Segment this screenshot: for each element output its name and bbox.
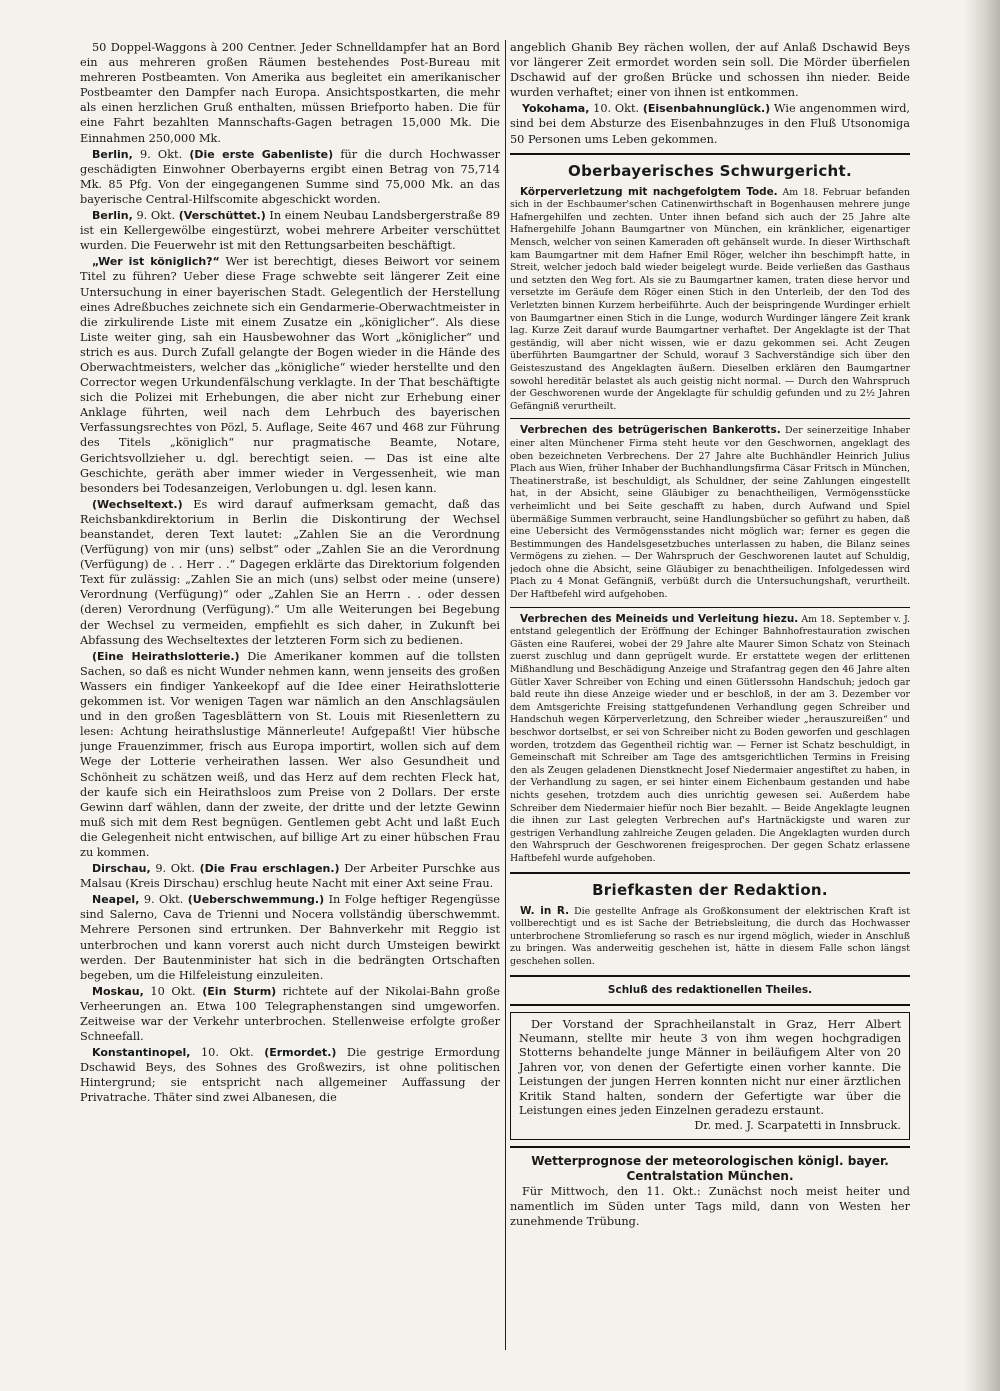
section-rule	[510, 975, 910, 977]
advert-text: Der Vorstand der Sprachheilanstalt in Graz, Herr Albert Neumann, stellte mir heute 3 von ihm wegen hochgradigen Stotterns behandelte junge Männer in beiläufigem Alter von 20 Jahren vor, von denen der Gefertigte einen vorher kannte. Die Leistungen der jungen Herren konnten nicht nur einer ärztlichen Kritik Stand halten, sondern der Gefertigte war über die Leistungen eines jeden Einzelnen geradezu erstaunt.	[519, 1017, 901, 1118]
editorial-end-label: Schluß des redaktionellen Theiles.	[607, 983, 813, 996]
royal-title-article: „Wer ist königlich?“ Wer ist berechtigt, dieses Beiwort vor seinem Titel zu führen? Ueber diese Frage schwebte seit längerer Zeit eine Untersuchung in einer bayerischen Stadt. Gelegentlich der Herstellung eines Adreßbuches zeichnete sich ein Gendarmerie-Oberwachtmeister in die zirkulirende Liste mit einem Zusatze ein „königlicher“. Als diese Liste weiter ging, sah ein Hausbewohner das Wort „königlicher“ und strich es aus. Durch Zufall gelangte der Bogen wieder in die Hände des Oberwachtmeisters, welcher das „königliche“ wieder herstellte und den Corrector wegen Urkundenfälschung verklagte. In der That beschäftigte sich die Polizei mit Erhebungen, die aber nicht zur Erhebung einer Anklage führten, weil nach dem Lehrbuch des bayerischen Verfassungsrechtes von Pözl, 5. Auflage, Seite 467 und 468 zur Führung des Titels „königlich“ nur pragmatische Beamte, Notare, Gerichtsvollzieher u. dgl. berechtigt seien. — Das ist eine alte Geschichte, geräth aber immer wieder in Vergessenheit, wie man besonders bei Todesanzeigen, Verlobungen u. dgl. lesen kann.	[80, 255, 500, 495]
weather-forecast: Für Mittwoch, den 11. Okt.: Zunächst noch meist heiter und namentlich im Süden unter Tags mild, dann von Westen her zunehmende Trübung.	[510, 1184, 910, 1229]
constantinople-article: Konstantinopel, 10. Okt. (Ermordet.) Die gestrige Ermordung Dschawid Beys, des Sohnes des Großwezirs, ist ohne politischen Hintergrund; sie entspricht nach allgemeiner Auffassung der Privatrache. Thäter sind zwei Albanesen, die	[80, 1046, 500, 1105]
letterbox-heading: Briefkasten der Redaktion.	[592, 880, 828, 899]
berlin-collapse-article: Berlin, 9. Okt. (Verschüttet.) In einem Neubau Landsbergerstraße 89 ist ein Kellergewölbe eingestürzt, wobei mehrere Arbeiter verschüttet wurden. Die Feuerwehr ist mit den Rettungsarbeiten beschäftigt.	[80, 209, 500, 253]
weather-title: Wetterprognose der meteorologischen königl. bayer. Centralstation München.	[531, 1153, 889, 1183]
case-rule	[510, 607, 910, 608]
jury-court-section	[510, 186, 910, 866]
jury-court-heading: Oberbayerisches Schwurgericht.	[568, 161, 852, 180]
marriage-lottery-article: (Eine Heirathslotterie.) Die Amerikaner kommen auf die tollsten Sachen, so daß es nicht Wunder nehmen kann, wenn jenseits des großen Wassers ein findiger Yankeekopf auf die Idee einer Heirathslotterie gekommen ist. Vor wenigen Tagen war nämlich an den Anschlagsäulen und in den großen Tagesblättern von St. Louis mit Riesenlettern zu lesen: Achtung heirathslustige Männerleute! Aufgepaßt! Vier hübsche junge Frauenzimmer, frisch aus Europa importirt, wollen sich auf dem Wege der Lotterie verheirathen lassen. Wer also Gesundheit und Schönheit zu schätzen weiß, und das Herz auf dem rechten Fleck hat, der kaufe sich ein Heirathsloos zum Preise von 2 Dollars. Der erste Gewinn darf wählen, dann der zweite, der dritte und der letzte Gewinn muß sich mit dem Rest begnügen. Gentlemen gebt Acht und laßt Euch die Gelegenheit nicht entwischen, auf billige Art zu einer hübschen Frau zu kommen.	[80, 649, 500, 859]
letterbox-reply: W. in R. Die gestellte Anfrage als Großkonsument der elektrischen Kraft ist vollberechtigt und es ist Sache der Betriebsleitung, die durch das Hochwasser unterbrochene Stromlieferung so rasch es nur irgend möglich, wieder in Anschluß zu bringen. Was anderweitig geschehen ist, hätte in diesem Falle schon längst geschehen sollen.	[510, 904, 910, 967]
berlin-donations-article: Berlin, 9. Okt. (Die erste Gabenliste) für die durch Hochwasser geschädigten Einwohner Oberbayerns ergibt einen Betrag von 75,714 Mk. 85 Pfg. Von der eingegangenen Summe sind 75,000 Mk. an das bayerische Central-Hilfscomite abgeschickt worden.	[80, 147, 500, 206]
case-rule	[510, 418, 910, 419]
bankruptcy-case: Verbrechen des betrügerischen Bankerotts. Der seinerzeitige Inhaber einer alten Münchener Firma steht heute vor den Geschwornen, angeklagt des oben bezeichneten Verbrechens. Der 27 Jahre alte Buchhändler Heinrich Julius Plach aus Wien, früher Inhaber der Buchhandlungsfirma Cäsar Fritsch in München, Theatinerstraße, ist beschuldigt, als Schuldner, der seine Zahlungen eingestellt hat, in der Absicht, seine Gläubiger zu benachtheiligen, Vermögensstücke verheimlicht und bei Seite geschafft zu haben, durch Aufwand und Spiel übermäßige Summen verbraucht, seine Handlungsbücher so geführt zu haben, daß eine Uebersicht des Vermögensstandes nicht möglich war; ferner es gegen die Bestimmungen des Handelsgesetzbuches unterlassen zu haben, die Bilanz seines Vermögens zu ziehen. — Der Wahrspruch der Geschworenen lautet auf Schuldig, jedoch ohne die Absicht, seine Gläubiger zu benachtheiligen. Infolgedessen wird Plach zu 4 Monat Gefängniß, verbüßt durch die Untersuchungshaft, verurtheilt. Der Haftbefehl wird aufgehoben.	[510, 424, 910, 601]
speech-clinic-advert	[510, 1012, 910, 1140]
advert-signature: Dr. med. J. Scarpatetti in Innsbruck.	[694, 1119, 901, 1133]
section-rule	[510, 872, 910, 874]
perjury-case: Verbrechen des Meineids und Verleitung hiezu. Am 18. September v. J. entstand gelegentlich der Eröffnung der Echinger Bahnhofrestauration zwischen Gästen eine Rauferei, wobei der 29 Jahre alte Maurer Simon Schatz von Steinach zuerst zuschlug und dann geprügelt wurde. Er erstattete wegen der erlittenen Mißhandlung und Beschädigung Anzeige und Strafantrag gegen den 46 Jahre alten Gütler Xaver Schreiber von Eching und einen Gütlerssohn Handschuh; jedoch gar bald reute ihn diese Anzeige wieder und er beschloß, in der am 3. Dezember vor dem Amtsgerichte Freising stattgefundenen Verhandlung gegen Schreiber und Handschuh wegen Körperverletzung, den Schreiber wieder „herauszureißen“ und beschwor dortselbst, er sei von Schreiber nicht zu Boden geworfen und geschlagen worden, trotzdem das Gegentheil richtig war. — Ferner ist Schatz beschuldigt, in Gemeinschaft mit Schreiber am Tage des amtsgerichtlichen Termins in Freising den als Zeugen geladenen Dienstknecht Josef Niedermaier angestiftet zu haben, in der Verhandlung zu sagen, er sei hinter einem Eichenbaum gestanden und habe nichts gesehen, trotzdem auch dies unrichtig gewesen sei. Außerdem habe Schreiber dem Niedermaier hiefür noch Bier bezahlt. — Beide Angeklagte leugnen die ihnen zur Last gelegten Verbrechen auf's Hartnäckigste und waren zur gestrigen Verhandlung zahlreiche Zeugen geladen. Die Angeklagten wurden durch den Wahrspruch der Geschworenen freigesprochen. Der gegen Schatz erlassene Haftbefehl wurde aufgehoben.	[510, 612, 910, 864]
right-column	[510, 40, 910, 1350]
section-rule	[510, 153, 910, 155]
letterbox-section	[510, 905, 910, 969]
mail-steamer-article: 50 Doppel-Waggons à 200 Centner. Jeder Schnelldampfer hat an Bord ein aus mehreren großen Räumen bestehendes Post-Bureau mit mehreren Postbeamten. Von Amerika aus begleitet ein amerikanischer Postbeamter den Dampfer nach Europa. Ansichtspostkarten, die mehr als einen herzlichen Gruß enthalten, müssen Briefporto haben. Die für eine Fahrt bezahlten Mannschafts-Gagen betragen 15,000 Mk. Die Einnahmen 250,000 Mk.	[80, 41, 500, 145]
section-rule	[510, 1004, 910, 1006]
constantinople-continued: angeblich Ghanib Bey rächen wollen, der auf Anlaß Dschawid Beys vor längerer Zeit ermordet worden sein soll. Die Mörder überfielen Dschawid auf der großen Brücke und schossen ihn nieder. Beide wurden verhaftet; einer von ihnen ist entkommen.	[510, 41, 910, 100]
left-column	[80, 40, 500, 1350]
section-rule	[510, 1146, 910, 1148]
yokohama-article: Yokohama, 10. Okt. (Eisenbahnunglück.) Wie angenommen wird, sind bei dem Absturze des Eisenbahnzuges in den Fluß Utsonomiga 50 Personen ums Leben gekommen.	[510, 102, 910, 146]
moscow-article: Moskau, 10 Okt. (Ein Sturm) richtete auf der Nikolai-Bahn große Verheerungen an. Etwa 100 Telegraphenstangen sind umgeworfen. Zeitweise war der Verkehr unterbrochen. Stellenweise erfolgte großer Schneefall.	[80, 984, 500, 1044]
dirschau-article: Dirschau, 9. Okt. (Die Frau erschlagen.) Der Arbeiter Purschke aus Malsau (Kreis Dirschau) erschlug heute Nacht mit einer Axt seine Frau.	[80, 862, 500, 891]
assault-case: Körperverletzung mit nachgefolgtem Tode. Am 18. Februar befanden sich in der Eschbaumer'schen Catinenwirthschaft in Bogenhausen mehrere junge Hafnergehilfen und zechten. Unter ihnen befand sich auch der 25 Jahre alte Hafnergehilfe Johann Baumgartner von München, ein kränklicher, eigenartiger Mensch, welcher von seinen Kameraden oft gehänselt wurde. In dieser Wirthschaft kam Baumgartner mit dem Hafner Emil Röger, welcher ihn beschimpft hatte, in Streit, welcher jedoch bald wieder beigelegt wurde. Beide verließen das Gasthaus und setzten den Weg fort. Als sie zu Baumgartner kamen, traten diese hervor und versetzte im Geräufe dem Röger einen Stich in den Unterleib, der den Tod des Verletzten binnen Kurzem herbeiführte. Auch der beispringende Wurdinger erhielt von Baumgartner einen Stich in die Lunge, wodurch Wurdinger längere Zeit krank lag. Kurze Zeit darauf wurde Baumgartner verhaftet. Der Angeklagte ist der That geständig, will aber nicht wissen, wie er dazu gekommen sei. Acht Zeugen überführten Baumgartner der Schuld, worauf 3 Sachverständige sich über den Geisteszustand des Angeklagten äußern. Dieselben erklären den Baumgartner sowohl hereditär belastet als auch geistig nicht normal. — Durch den Wahrspruch der Geschworenen wurde der Angeklagte für schuldig gefunden und zu 2½ Jahren Gefängniß verurtheilt.	[510, 185, 910, 412]
bill-text-article: (Wechseltext.) Es wird darauf aufmerksam gemacht, daß das Reichsbankdirektorium in Berlin die Diskontirung der Wechsel beanstandet, deren Text lautet: „Zahlen Sie an die Verordnung (Verfügung) von mir (uns) selbst“ oder „Zahlen Sie an die Verordnung (Verfügung) de . . Herr . .“ Dagegen erklärte das Direktorium folgenden Text für zulässig: „Zahlen Sie an mich (uns) selbst oder meine (unsere) Verordnung (Verfügung)“ oder „Zahlen Sie an Herrn . . oder dessen (deren) Verordnung (Verfügung).“ Um alle Weiterungen bei Begebung der Wechsel zu vermeiden, empfiehlt es sich daher, in Zukunft bei Abfassung des Wechseltextes der letzteren Form sich zu bedienen.	[80, 497, 500, 647]
page-edge-shadow	[964, 0, 1000, 1391]
naples-article: Neapel, 9. Okt. (Ueberschwemmung.) In Folge heftiger Regengüsse sind Salerno, Cava de Trienni und Nocera vollständig überschwemmt. Mehrere Personen sind ertrunken. Der Bahnverkehr mit Reggio ist unterbrochen und kann vorerst auch nicht durch Umsteigen bewirkt werden. Der Bautenminister hat sich in die bedrängten Ortschaften begeben, um die Hilfeleistung einzuleiten.	[80, 893, 500, 982]
column-divider	[505, 40, 506, 1350]
